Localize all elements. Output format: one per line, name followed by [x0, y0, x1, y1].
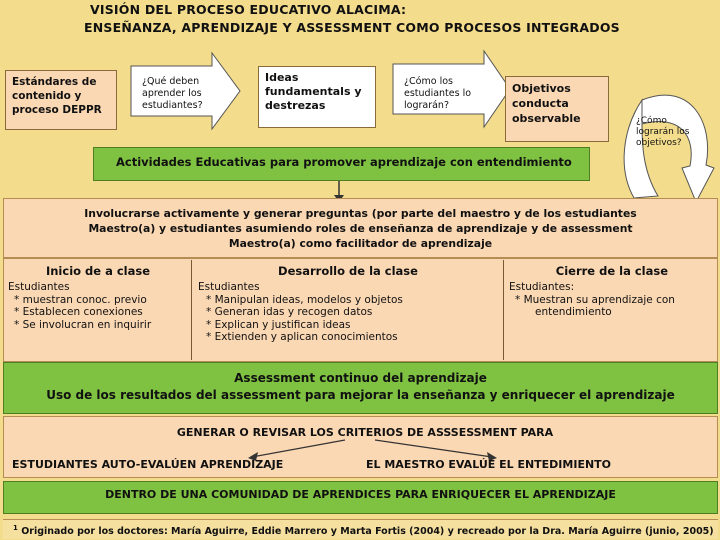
column-development-item: * Manipulan ideas, modelos y objetos: [206, 293, 403, 306]
involvement-line-3: Maestro(a) como facilitador de aprendizaje: [228, 237, 493, 250]
question-objectives-text: ¿Cómo lograrán los objetivos?: [636, 116, 690, 148]
footnote-text: Originado por los doctores: María Aguirre, Eddie Marrero y Marta Fortis (2004) y recreado por la Dra. María Aguirre (junio, 2005): [21, 526, 714, 538]
column-development-heading: Desarrollo de la clase: [278, 264, 418, 278]
title-line-1: VISIÓN DEL PROCESO EDUCATIVO ALACIMA:: [90, 2, 407, 17]
column-start-heading: Inicio de a clase: [45, 264, 151, 278]
column-development-item: * Extienden y aplican conocimientos: [206, 331, 398, 343]
criteria-right: EL MAESTRO EVALÚE EL ENTEDIMIENTO: [366, 458, 612, 471]
column-close-item: entendimiento: [535, 306, 612, 318]
community-bar: DENTRO DE UNA COMUNIDAD DE APRENDICES PARA ENRIQUECER EL APRENDIZAJE: [3, 481, 718, 514]
footnote: [3, 519, 718, 539]
column-development-item: * Explican y justifican ideas: [206, 318, 351, 331]
column-close-item: * Muestran su aprendizaje con: [515, 293, 675, 306]
column-close-heading: Cierre de la clase: [555, 264, 668, 278]
footnote-mark: 1: [13, 524, 18, 532]
standards-box: Estándares de contenido y proceso DEPPR: [5, 70, 117, 130]
involvement-line-1: Involucrarse activamente y generar preguntas (por parte del maestro y de los estudiantes: [84, 207, 637, 220]
column-start-item: * Se involucran en inquirir: [14, 318, 152, 331]
assessment-line-1: Assessment continuo del aprendizaje: [234, 371, 487, 385]
question-learn-text: ¿Qué deben aprender los estudiantes?: [142, 76, 203, 111]
column-close-subject: Estudiantes:: [509, 281, 575, 293]
objectives-box: Objetivos conducta observable: [505, 76, 609, 142]
assessment-line-2: Uso de los resultados del assessment para mejorar la enseñanza y enriquecer el aprendizaje: [46, 388, 675, 402]
title-line-2: ENSEÑANZA, APRENDIZAJE Y ASSESSMENT COMO PROCESOS INTEGRADOS: [84, 20, 620, 35]
activities-bar: Actividades Educativas para promover aprendizaje con entendimiento: [93, 147, 590, 181]
question-achieve-text: ¿Cómo los estudiantes lo lograrán?: [404, 76, 472, 111]
column-development-subject: Estudiantes: [198, 281, 260, 293]
column-start-item: * Establecen conexiones: [14, 306, 143, 318]
involvement-line-2: Maestro(a) y estudiantes asumiendo roles de enseñanza de aprendizaje y de assessment: [88, 222, 633, 235]
criteria-heading: GENERAR O REVISAR LOS CRITERIOS DE ASSSESSMENT PARA: [176, 426, 554, 439]
ideas-box: Ideas fundamentals y destrezas: [258, 66, 376, 128]
column-start-item: * muestran conoc. previo: [14, 293, 147, 306]
criteria-left: ESTUDIANTES AUTO-EVALÚEN APRENDIZAJE: [12, 458, 284, 471]
column-start-subject: Estudiantes: [8, 281, 70, 293]
column-development-item: * Generan idas y recogen datos: [206, 306, 373, 318]
